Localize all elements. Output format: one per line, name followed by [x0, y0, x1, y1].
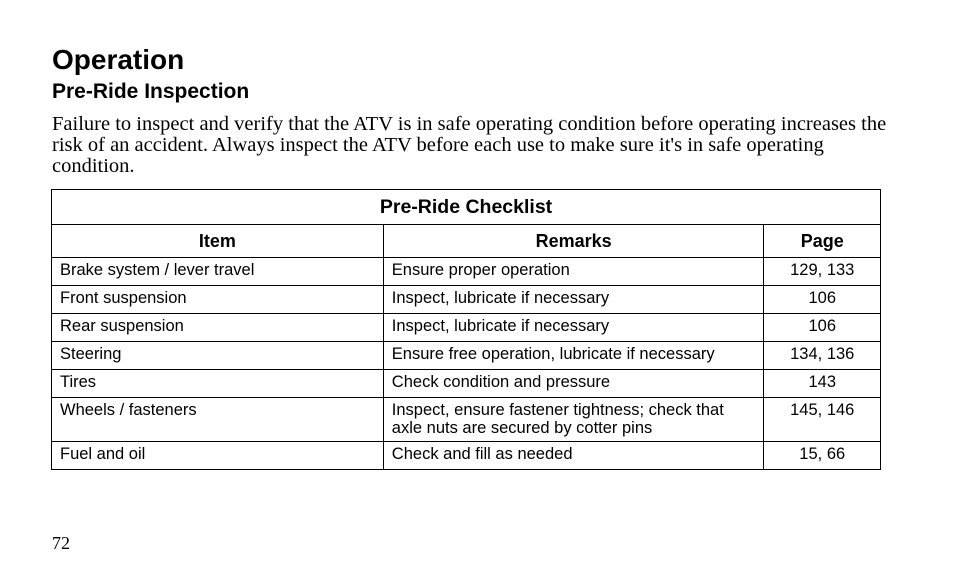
cell-item: Tires — [52, 370, 384, 398]
table-row — [52, 442, 881, 470]
cell-remarks: Inspect, lubricate if necessary — [383, 314, 764, 342]
cell-page: 145, 146 — [764, 398, 881, 442]
table-row — [52, 286, 881, 314]
table-caption-row — [52, 190, 881, 225]
pre-ride-checklist-table — [51, 189, 881, 470]
cell-page: 143 — [764, 370, 881, 398]
page-number: 72 — [52, 533, 70, 553]
cell-remarks: Inspect, ensure fastener tightness; check that axle nuts are secured by cotter pins — [383, 398, 764, 442]
cell-item: Wheels / fasteners — [52, 398, 384, 442]
cell-item: Brake system / lever travel — [52, 258, 384, 286]
table-row — [52, 370, 881, 398]
cell-remarks: Check and fill as needed — [383, 442, 764, 470]
cell-page: 106 — [764, 286, 881, 314]
cell-page: 106 — [764, 314, 881, 342]
cell-item: Rear suspension — [52, 314, 384, 342]
cell-remarks: Inspect, lubricate if necessary — [383, 286, 764, 314]
column-header-remarks: Remarks — [383, 225, 764, 258]
table-header-row — [52, 225, 881, 258]
intro-paragraph: Failure to inspect and verify that the ATV is in safe operating condition before operating increases the risk of an accident. Always inspect the ATV before each use to make sure it's in safe operating condition. — [52, 113, 887, 177]
table-row — [52, 314, 881, 342]
cell-item: Steering — [52, 342, 384, 370]
cell-item: Fuel and oil — [52, 442, 384, 470]
cell-page: 129, 133 — [764, 258, 881, 286]
table-row — [52, 342, 881, 370]
table-row — [52, 398, 881, 442]
cell-item: Front suspension — [52, 286, 384, 314]
table-caption: Pre-Ride Checklist — [52, 190, 881, 225]
column-header-item: Item — [52, 225, 384, 258]
cell-remarks: Ensure free operation, lubricate if necessary — [383, 342, 764, 370]
cell-remarks: Check condition and pressure — [383, 370, 764, 398]
cell-remarks: Ensure proper operation — [383, 258, 764, 286]
cell-page: 134, 136 — [764, 342, 881, 370]
column-header-page: Page — [764, 225, 881, 258]
cell-page: 15, 66 — [764, 442, 881, 470]
table-row — [52, 258, 881, 286]
page-title: Operation — [52, 44, 185, 75]
section-title: Pre-Ride Inspection — [52, 80, 250, 103]
